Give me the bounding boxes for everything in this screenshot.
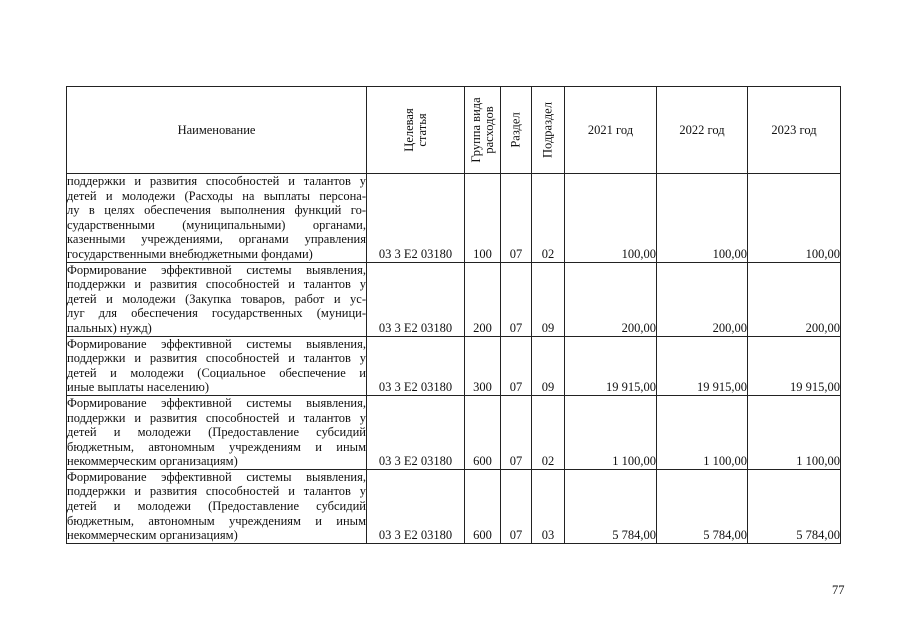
row-amount-2023: 5 784,00 [748,469,841,543]
row-name-line: детей и молодежи (Предоставление субсидий [67,425,366,440]
row-name-line: детей и молодежи (Расходы на выплаты персона- [67,188,366,203]
row-section: 07 [501,395,532,469]
row-name-line: поддержки и развития способностей и талантов у [67,174,366,188]
budget-table [66,86,841,544]
row-name-line: Формирование эффективной системы выявления, [67,336,366,351]
row-name-line: пальных) нужд) [67,320,152,335]
row-expense-group: 300 [465,336,501,395]
table-row [67,336,841,395]
row-amount-2021: 200,00 [565,262,657,336]
row-subsection: 02 [532,174,565,263]
header-target-article [367,87,465,174]
row-name [67,262,367,336]
header-target-line1: Целевая [401,108,416,152]
header-subsection [532,87,565,174]
row-name-line: детей и молодежи (Социальное обеспечение и [67,365,366,380]
row-expense-group: 600 [465,469,501,543]
row-name-line: сударственными (муниципальными) органами, [67,217,366,232]
row-name-line: лу в целях обеспечения выполнения функций го- [67,203,366,218]
row-section: 07 [501,262,532,336]
row-subsection: 09 [532,262,565,336]
header-group-line1: Группа вида [468,97,483,163]
row-name-line: иные выплаты населению) [67,380,210,395]
row-subsection: 09 [532,336,565,395]
row-expense-group: 100 [465,174,501,263]
header-year-2022: 2022 год [657,87,748,174]
row-name-line: бюджетным, автономным учреждениям и иным [67,513,366,528]
row-subsection: 03 [532,469,565,543]
table-body [67,174,841,544]
row-amount-2023: 200,00 [748,262,841,336]
row-name-line: бюджетным, автономным учреждениям и иным [67,439,366,454]
row-amount-2022: 100,00 [657,174,748,263]
row-name-line: поддержки и развития способностей и талантов у [67,351,366,366]
row-section: 07 [501,469,532,543]
row-target-article: 03 3 E2 03180 [367,262,465,336]
row-amount-2022: 19 915,00 [657,336,748,395]
table-row [67,174,841,263]
row-name-line: Формирование эффективной системы выявления, [67,469,366,484]
header-expense-group [465,87,501,174]
row-expense-group: 200 [465,262,501,336]
row-target-article: 03 3 E2 03180 [367,174,465,263]
row-name-line: поддержки и развития способностей и талантов у [67,410,366,425]
row-name-line: казенными учреждениями, органами управления [67,232,366,247]
row-amount-2023: 100,00 [748,174,841,263]
row-name [67,469,367,543]
header-year-2021: 2021 год [565,87,657,174]
row-name-line: детей и молодежи (Предоставление субсидий [67,499,366,514]
row-name-line: детей и молодежи (Закупка товаров, работ и ус- [67,291,366,306]
row-amount-2021: 19 915,00 [565,336,657,395]
header-year-2023: 2023 год [748,87,841,174]
row-name-line: поддержки и развития способностей и талантов у [67,277,366,292]
row-name-line: поддержки и развития способностей и талантов у [67,484,366,499]
header-section-label: Раздел [508,112,523,148]
page-number: 77 [832,583,845,597]
header-target-line2: статья [414,113,429,147]
row-name-line: некоммерческим организациям) [67,454,238,469]
row-amount-2023: 19 915,00 [748,336,841,395]
header-group-line2: расходов [481,106,496,154]
row-name-line: некоммерческим организациям) [67,528,238,543]
row-name-line: Формирование эффективной системы выявления, [67,395,366,410]
table-row [67,469,841,543]
row-subsection: 02 [532,395,565,469]
row-name-line: луг для обеспечения государственных (муници- [67,306,366,321]
row-section: 07 [501,174,532,263]
row-amount-2022: 5 784,00 [657,469,748,543]
header-name: Наименование [67,87,367,174]
row-amount-2021: 1 100,00 [565,395,657,469]
row-amount-2021: 100,00 [565,174,657,263]
header-subsection-label: Подраздел [540,102,555,158]
row-target-article: 03 3 E2 03180 [367,336,465,395]
row-expense-group: 600 [465,395,501,469]
row-name-line: Формирование эффективной системы выявления, [67,262,366,277]
row-amount-2022: 1 100,00 [657,395,748,469]
row-amount-2022: 200,00 [657,262,748,336]
row-amount-2021: 5 784,00 [565,469,657,543]
row-section: 07 [501,336,532,395]
table-row [67,262,841,336]
row-name-line: государственными внебюджетными фондами) [67,246,313,261]
row-target-article: 03 3 E2 03180 [367,395,465,469]
table-header-row [67,87,841,174]
row-name [67,336,367,395]
header-section [501,87,532,174]
row-target-article: 03 3 E2 03180 [367,469,465,543]
row-amount-2023: 1 100,00 [748,395,841,469]
row-name [67,174,367,263]
table-row [67,395,841,469]
row-name [67,395,367,469]
